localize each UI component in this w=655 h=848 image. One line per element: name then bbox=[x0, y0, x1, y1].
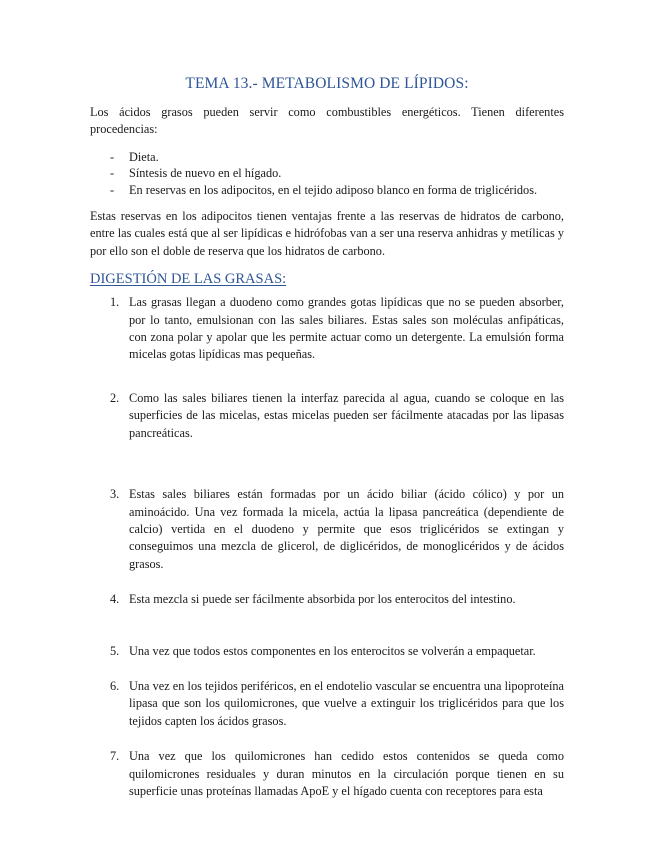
list-item-text: Dieta. bbox=[129, 149, 159, 164]
step-text: Una vez que los quilomicrones han cedido estos contenidos se queda como quilomicrones residuales y duran minutos en la circulación porque tienen en su superficie unas proteínas llamadas ApoE y el hígado cuenta con receptores para esta bbox=[129, 749, 564, 798]
list-item bbox=[90, 678, 564, 730]
document-title: TEMA 13.- METABOLISMO DE LÍPIDOS: bbox=[185, 75, 469, 92]
sources-list bbox=[90, 149, 564, 198]
step-number: 3. bbox=[110, 487, 120, 502]
step-number: 6. bbox=[110, 678, 120, 693]
list-item-text: En reservas en los adipocitos, en el tejido adiposo blanco en forma de triglicéridos. bbox=[129, 182, 538, 197]
step-text: Una vez que todos estos componentes en los enterocitos se volverán a empaquetar. bbox=[129, 643, 536, 658]
list-item bbox=[90, 486, 564, 573]
list-item bbox=[90, 591, 564, 608]
digestion-steps-list bbox=[90, 294, 564, 800]
list-item bbox=[90, 390, 564, 442]
list-item-text: Síntesis de nuevo en el hígado. bbox=[129, 166, 282, 181]
list-item bbox=[90, 149, 564, 165]
intro-paragraph: Los ácidos grasos pueden servir como combustibles energéticos. Tienen diferentes procedencias: bbox=[90, 105, 564, 137]
list-item bbox=[90, 165, 564, 181]
list-item bbox=[90, 294, 564, 364]
step-number: 5. bbox=[110, 643, 120, 658]
step-number: 4. bbox=[110, 592, 120, 607]
reserves-paragraph: Estas reservas en los adipocitos tienen ventajas frente a las reservas de hidratos de carbono, entre las cuales está que al ser lipídicas e hidrófobas van a ser una reserva anhidras y metílicas y por ello son el doble de reserva que los hidratos de carbono. bbox=[90, 209, 564, 258]
step-text: Estas sales biliares están formadas por un ácido biliar (ácido cólico) y por un aminoácido. Una vez formada la micela, actúa la lipasa pancreática (dependiente de calcio) vertida en el duodeno y permite que esos triglicéridos se extingan y conseguimos una mezcla de glicerol, de diglicéridos, de monoglicéridos y de ácidos grasos. bbox=[129, 487, 564, 571]
list-item bbox=[90, 643, 564, 660]
bullet-marker: - bbox=[110, 149, 115, 164]
bullet-marker: - bbox=[110, 182, 115, 197]
step-number: 2. bbox=[110, 390, 120, 405]
section-heading: DIGESTIÓN DE LAS GRASAS: bbox=[90, 271, 287, 288]
bullet-marker: - bbox=[110, 166, 115, 181]
step-number: 7. bbox=[110, 749, 120, 764]
step-text: Esta mezcla si puede ser fácilmente absorbida por los enterocitos del intestino. bbox=[129, 592, 516, 607]
list-item bbox=[90, 748, 564, 800]
list-item bbox=[90, 182, 564, 198]
document-page bbox=[90, 74, 564, 800]
step-text: Las grasas llegan a duodeno como grandes gotas lipídicas que no se pueden absorber, por lo tanto, emulsionan con las sales biliares. Estas sales son moléculas anfipáticas, con zona polar y apolar que les permite actuar como un detergente. La emulsión forma micelas gotas lipídicas mas pequeñas. bbox=[129, 295, 564, 362]
step-text: Como las sales biliares tienen la interfaz parecida al agua, cuando se coloque en las superficies de las micelas, estas micelas pueden ser fácilmente atacadas por las lipasas pancreáticas. bbox=[129, 390, 564, 440]
step-number: 1. bbox=[110, 295, 120, 310]
step-text: Una vez en los tejidos periféricos, en el endotelio vascular se encuentra una lipoproteína lipasa que son los quilomicrones, que vuelve a extinguir los triglicéridos para que los tejidos capten los ácidos grasos. bbox=[129, 678, 564, 728]
